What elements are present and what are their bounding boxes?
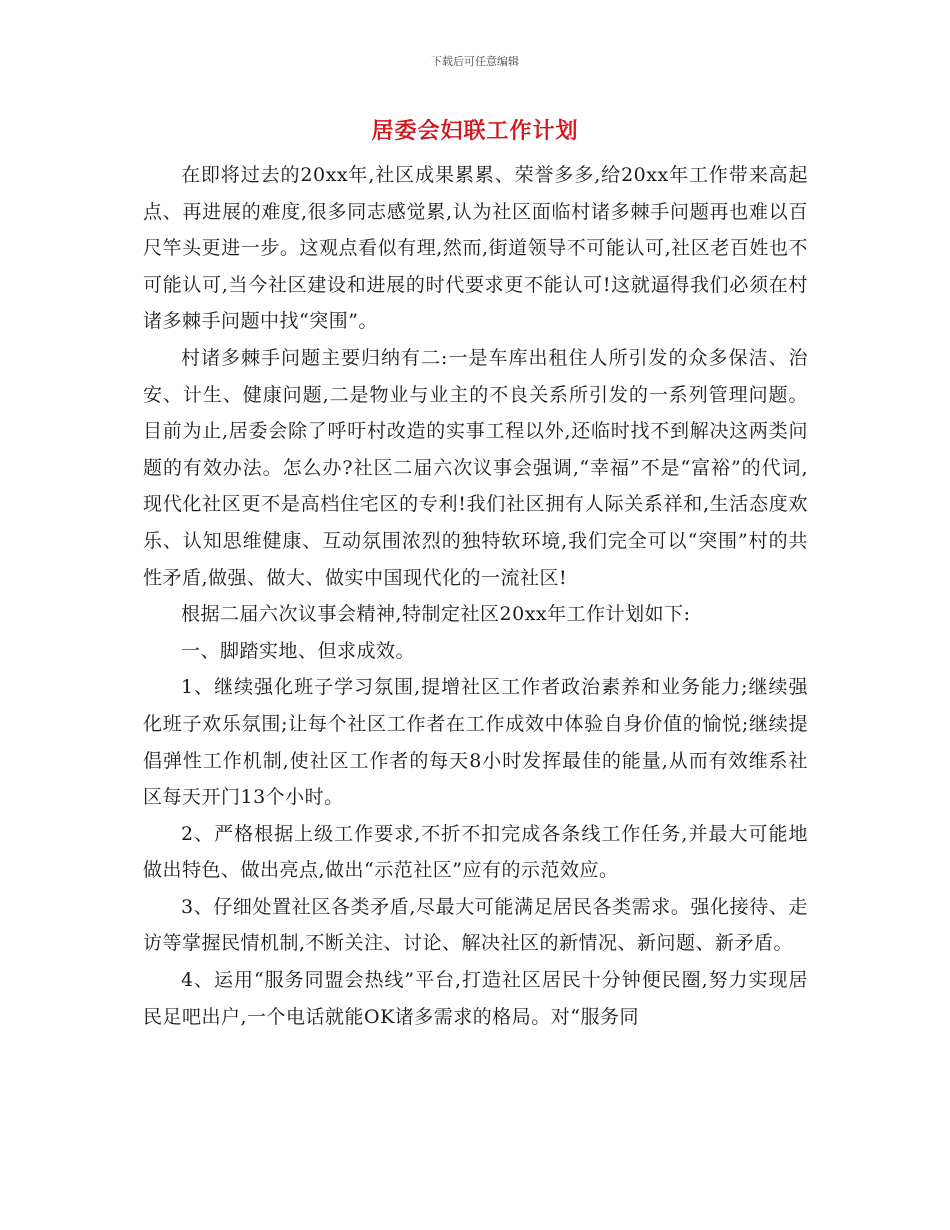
list-item: 3、仔细处置社区各类矛盾,尽最大可能满足居民各类需求。强化接待、走访等掌握民情机制,不断关注、讨论、解决社区的新情况、新问题、新矛盾。 (143, 895, 808, 955)
list-item: 2、严格根据上级工作要求,不折不扣完成各条线工作任务,并最大可能地做出特色、做出亮点,做出“示范社区”应有的示范效应。 (143, 822, 808, 882)
paragraph: 村诸多棘手问题主要归纳有二:一是车库出租住人所引发的众多保洁、治安、计生、健康问题,二是物业与业主的不良关系所引发的一系列管理问题。目前为止,居委会除了呼吁村改造的实事工程以外,还临时找不到解决这两类问题的有效办法。怎么办?社区二届六次议事会强调,“幸福”不是“富裕”的代词,现代化社区更不是高档住宅区的专利!我们社区拥有人际关系祥和,生活态度欢乐、认知思维健康、互动氛围浓烈的独特软环境,我们完全可以“突围”村的共性矛盾,做强、做大、做实中国现代化的一流社区! (143, 346, 808, 589)
list-item: 4、运用“服务同盟会热线”平台,打造社区居民十分钟便民圈,努力实现居民足吧出户,一个电话就能OK诸多需求的格局。对“服务同 (143, 969, 808, 1028)
header-note: 下载后可任意编辑 (431, 55, 519, 68)
paragraph: 在即将过去的20xx年,社区成果累累、荣誉多多,给20xx年工作带来高起点、再进展的难度,很多同志感觉累,认为社区面临村诸多棘手问题再也难以百尺竿头更进一步。这观点看似有理,然而,街道领导不可能认可,社区老百姓也不可能认可,当今社区建设和进展的时代要求更不能认可!这就逼得我们必须在村诸多棘手问题中找“突围”。 (143, 164, 808, 333)
list-item: 1、继续强化班子学习氛围,提增社区工作者政治素养和业务能力;继续强化班子欢乐氛围;让每个社区工作者在工作成效中体验自身价值的愉悦;继续提倡弹性工作机制,使社区工作者的每天8小时发挥最佳的能量,从而有效维系社区每天开门13个小时。 (143, 676, 808, 809)
document-body (143, 157, 808, 1035)
paragraph: 根据二届六次议事会精神,特制定社区20xx年工作计划如下: (181, 603, 691, 626)
document-title: 居委会妇联工作计划 (371, 118, 579, 144)
section-heading: 一、脚踏实地、但求成效。 (181, 639, 416, 662)
